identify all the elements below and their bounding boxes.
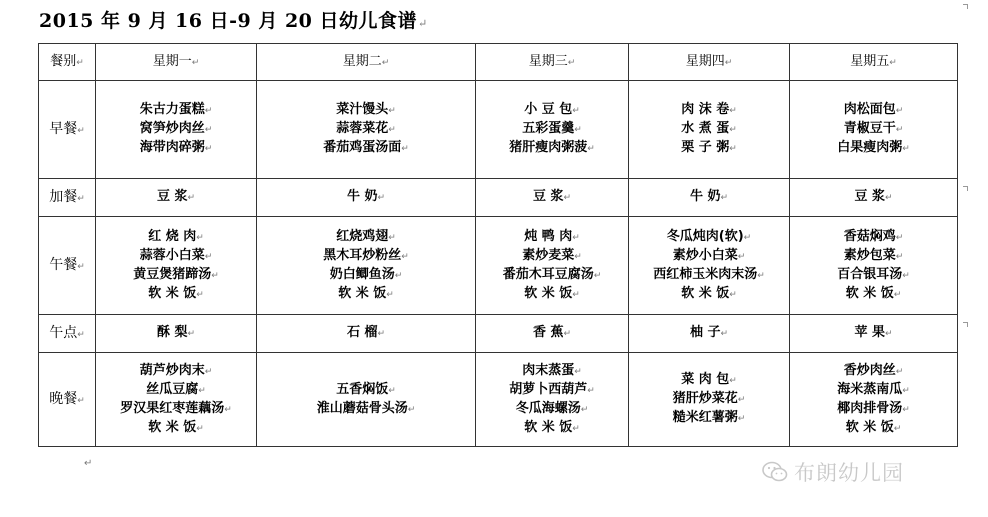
paragraph-mark: ↵ [196,232,204,243]
meal-label [39,315,96,353]
dish-line [790,120,957,139]
menu-cell [257,217,476,315]
paragraph-mark: ↵ [902,270,910,281]
dish-line [257,400,475,419]
menu-cell [257,353,476,447]
paragraph-mark: ↵ [84,458,93,469]
paragraph-mark: ↵ [593,270,602,281]
dish-name: 软 米 饭 [524,285,573,301]
paragraph-mark: ↵ [204,251,213,262]
dish-line [96,247,256,266]
dish-line [476,419,628,438]
dish-name: 番茄鸡蛋汤面 [323,140,402,155]
dish-line [790,400,957,419]
dish-name: 糙米红薯粥 [672,410,738,425]
dish-name: 奶白鲫鱼汤 [329,266,395,282]
dish-name: 红烧鸡翅 [336,228,389,244]
paragraph-mark: ↵ [388,125,396,135]
meal-label [39,353,96,447]
paragraph-mark: ↵ [724,57,733,68]
paragraph-mark: ↵ [757,270,765,281]
dish-line [96,101,256,120]
menu-table [38,43,958,447]
menu-cell [790,217,958,315]
paragraph-mark: ↵ [902,144,910,154]
paragraph-mark: ↵ [729,144,737,154]
paragraph-mark: ↵ [893,289,902,300]
dish-name: 软 米 饭 [845,285,894,301]
dish-name: 炖 鸭 肉 [524,228,573,244]
paragraph-mark: ↵ [394,270,403,281]
paragraph-mark: ↵ [187,193,196,203]
dish-name: 香炒肉丝 [843,362,896,378]
dish-line [790,139,957,158]
meal-label-text: 加餐 [49,188,78,205]
meal-label-text: 午餐 [49,256,78,273]
dish-name: 素炒包菜 [843,247,896,263]
paragraph-mark: ↵ [381,57,390,68]
paragraph-mark: ↵ [889,57,897,68]
dish-name: 百合银耳汤 [837,266,903,282]
paragraph-mark: ↵ [574,366,582,377]
dish-line [476,120,628,139]
dish-line [790,228,957,247]
dish-line [790,266,957,285]
paragraph-mark: ↵ [884,329,893,339]
dish-name: 豆 浆 [156,189,188,204]
dish-line [257,381,475,400]
dish-line [629,228,789,247]
paragraph-mark: ↵ [884,193,893,203]
paragraph-mark: ↵ [895,366,904,377]
menu-cell [96,315,257,353]
dish-name: 番茄木耳豆腐汤 [502,266,594,282]
dish-name: 冬瓜炖肉(软) [666,228,744,244]
dish-name: 豆 浆 [854,189,885,204]
dish-name: 酥 梨 [156,325,188,340]
menu-cell [476,179,629,217]
dish-line [476,362,628,381]
dish-line [96,120,256,139]
paragraph-mark: ↵ [587,144,595,154]
dish-line [629,139,789,158]
dish-line [257,101,475,120]
dish-line [96,139,256,158]
dish-line [790,324,957,343]
meal-label [39,81,96,179]
table-header-row [39,44,958,81]
dish-line [96,419,256,438]
dish-name: 丝瓜豆腐 [146,381,199,397]
dish-line [96,400,256,419]
menu-cell [629,353,790,447]
paragraph-mark: ↵ [574,125,582,135]
menu-cell [629,81,790,179]
paragraph-mark: ↵ [418,17,428,30]
dish-line [476,228,628,247]
paragraph-mark: ↵ [77,193,85,204]
dish-line [629,101,789,120]
menu-cell [257,315,476,353]
dish-line [257,247,475,266]
dish-line [476,139,628,158]
paragraph-mark: ↵ [587,385,595,396]
dish-name: 软 米 饭 [524,419,573,435]
meal-label-text: 早餐 [49,120,78,137]
dish-name: 猪肝炒菜花 [672,391,738,406]
paragraph-mark: ↵ [77,261,85,272]
header-day-text: 星期三 [528,53,568,69]
dish-name: 窝笋炒肉丝 [139,121,205,136]
dish-line [790,101,957,120]
meal-row [39,353,958,447]
dish-name: 蒜蓉菜花 [336,121,389,136]
dish-line [629,188,789,207]
paragraph-mark: ↵ [191,57,200,68]
paragraph-mark: ↵ [737,251,746,262]
paragraph-mark: ↵ [377,193,386,203]
meal-row [39,315,958,353]
menu-cell [96,353,257,447]
dish-name: 栗 子 粥 [681,140,730,155]
dish-line [96,324,256,343]
paragraph-mark: ↵ [204,366,213,377]
dish-name: 淮山蘑菇骨头汤 [316,400,408,416]
menu-cell [629,179,790,217]
paragraph-mark: ↵ [720,193,729,203]
dish-line [476,188,628,207]
dish-name: 罗汉果红枣莲藕汤 [120,400,225,416]
paragraph-mark: ↵ [574,251,582,262]
paragraph-mark: ↵ [76,57,84,68]
dish-line [629,409,789,428]
meal-label [39,217,96,315]
dish-name: 黑木耳炒粉丝 [323,247,402,263]
dish-name: 海带肉碎粥 [139,140,205,155]
dish-name: 香菇焖鸡 [843,228,896,244]
dish-line [476,101,628,120]
dish-line [96,266,256,285]
dish-line [476,266,628,285]
dish-line [257,120,475,139]
dish-name: 葫芦炒肉末 [139,362,205,378]
dish-line [476,400,628,419]
paragraph-mark: ↵ [902,385,910,396]
dish-name: 苹 果 [854,325,885,340]
paragraph-mark: ↵ [720,329,729,339]
paragraph-mark: ↵ [737,414,746,424]
dish-name: 五香焖饭 [336,381,389,397]
dish-name: 肉末蒸蛋 [522,362,575,378]
paragraph-mark: ↵ [737,395,746,405]
dish-line [96,285,256,304]
dish-line [629,390,789,409]
paragraph-mark: ↵ [567,57,576,68]
paragraph-mark: ↵ [572,423,580,434]
dish-line [96,188,256,207]
dish-name: 菜 肉 包 [681,372,730,387]
paragraph-mark: ↵ [204,106,213,116]
paragraph-mark: ↵ [224,404,232,415]
dish-name: 软 米 饭 [845,419,894,435]
dish-line [790,362,957,381]
paragraph-mark: ↵ [401,144,409,154]
dish-line [257,139,475,158]
menu-cell [629,217,790,315]
menu-cell [476,353,629,447]
dish-name: 素炒小白菜 [672,247,738,263]
dish-name: 椰肉排骨汤 [837,400,903,416]
paragraph-mark: ↵ [895,106,904,116]
meal-row [39,179,958,217]
header-category-text: 餐别 [50,53,77,69]
menu-cell [476,315,629,353]
dish-line [629,247,789,266]
meal-label [39,179,96,217]
dish-line [96,228,256,247]
menu-cell [257,179,476,217]
dish-line [790,247,957,266]
dish-name: 猪肝瘦肉粥菠 [509,140,588,155]
dish-name: 白果瘦肉粥 [837,140,903,155]
dish-name: 冬瓜海螺汤 [515,400,581,416]
paragraph-mark: ↵ [729,289,737,300]
dish-name: 肉松面包 [843,102,896,117]
paragraph-mark: ↵ [187,329,196,339]
paragraph-mark: ↵ [388,385,396,396]
dish-name: 蒜蓉小白菜 [139,247,205,263]
paragraph-mark: ↵ [580,404,589,415]
dish-line [257,285,475,304]
paragraph-mark: ↵ [895,232,904,243]
paragraph-mark: ↵ [895,251,904,262]
dish-name: 西红柿玉米肉末汤 [653,266,758,282]
dish-name: 黄豆煲猪蹄汤 [133,266,212,282]
header-day-text: 星期四 [685,53,725,69]
paragraph-mark: ↵ [407,404,416,415]
menu-cell [96,81,257,179]
paragraph-mark: ↵ [572,289,580,300]
margin-corner-mark [963,322,968,327]
dish-name: 海米蒸南瓜 [837,381,903,397]
dish-name: 青椒豆干 [843,121,896,136]
paragraph-mark: ↵ [204,144,213,154]
paragraph-mark: ↵ [563,193,572,203]
dish-name: 软 米 饭 [148,419,197,435]
wechat-icon [762,461,788,483]
dish-name: 红 烧 肉 [148,228,197,244]
paragraph-mark: ↵ [902,404,910,415]
menu-cell [476,217,629,315]
dish-name: 软 米 饭 [338,285,387,301]
paragraph-mark: ↵ [563,329,572,339]
dish-name: 香 蕉 [532,325,564,340]
dish-line [476,324,628,343]
paragraph-mark: ↵ [743,232,752,243]
menu-cell [790,179,958,217]
menu-cell [629,315,790,353]
header-day [629,44,790,81]
dish-line [476,381,628,400]
dish-line [629,371,789,390]
dish-name: 软 米 饭 [681,285,730,301]
header-day-text: 星期一 [152,53,192,69]
watermark [762,457,904,487]
dish-line [790,419,957,438]
page-title [39,6,428,33]
dish-line [257,266,475,285]
dish-line [96,362,256,381]
title-text: 2015 年 9 月 16 日-9 月 20 日幼儿食谱 [39,10,418,32]
paragraph-mark: ↵ [204,125,213,135]
paragraph-mark: ↵ [893,423,902,434]
dish-name: 牛 奶 [346,189,378,204]
header-day-text: 星期五 [850,53,890,69]
dish-line [476,247,628,266]
dish-name: 五彩蛋羹 [522,121,575,136]
menu-cell [96,179,257,217]
paragraph-mark: ↵ [196,423,204,434]
dish-name: 豆 浆 [532,189,564,204]
dish-name: 柚 子 [689,325,721,340]
paragraph-mark: ↵ [401,251,409,262]
dish-name: 小 豆 包 [524,102,573,117]
dish-name: 石 榴 [346,325,378,340]
header-day [790,44,958,81]
dish-line [790,188,957,207]
paragraph-mark: ↵ [198,385,206,396]
dish-line [629,266,789,285]
dish-line [96,381,256,400]
paragraph-mark: ↵ [388,106,396,116]
header-day [476,44,629,81]
dish-line [476,285,628,304]
paragraph-mark: ↵ [196,289,204,300]
paragraph-mark: ↵ [77,125,85,136]
dish-line [257,228,475,247]
margin-corner-mark [963,186,968,191]
paragraph-mark: ↵ [895,125,904,135]
paragraph-mark: ↵ [211,270,219,281]
header-day-text: 星期二 [342,53,382,69]
dish-name: 肉 沫 卷 [681,102,730,117]
meal-label-text: 晚餐 [49,390,78,407]
meal-row [39,217,958,315]
dish-line [790,285,957,304]
paragraph-mark: ↵ [572,232,580,243]
header-category [39,44,96,81]
meal-row [39,81,958,179]
menu-cell [790,353,958,447]
paragraph-mark: ↵ [77,329,85,340]
dish-name: 朱古力蛋糕 [139,102,205,117]
table-body [39,81,958,447]
meal-label-text: 午点 [49,324,78,341]
dish-name: 牛 奶 [689,189,721,204]
paragraph-mark: ↵ [729,125,737,135]
dish-name: 水 煮 蛋 [681,121,730,136]
menu-cell [96,217,257,315]
menu-cell [790,315,958,353]
paragraph-mark: ↵ [377,329,386,339]
menu-cell [476,81,629,179]
watermark-text: 布朗幼儿园 [794,461,904,485]
paragraph-mark: ↵ [729,376,737,386]
dish-name: 菜汁馒头 [336,102,389,117]
paragraph-mark: ↵ [388,232,396,243]
dish-name: 胡萝卜西葫芦 [509,381,588,397]
paragraph-mark: ↵ [386,289,394,300]
header-day [96,44,257,81]
dish-line [257,324,475,343]
dish-line [629,120,789,139]
menu-cell [257,81,476,179]
dish-line [629,285,789,304]
paragraph-mark: ↵ [729,106,737,116]
dish-line [790,381,957,400]
dish-name: 软 米 饭 [148,285,197,301]
dish-line [257,188,475,207]
margin-corner-mark [963,4,968,9]
menu-cell [790,81,958,179]
paragraph-mark: ↵ [572,106,580,116]
header-day [257,44,476,81]
dish-line [629,324,789,343]
dish-name: 素炒麦菜 [522,247,575,263]
paragraph-mark: ↵ [77,395,85,406]
